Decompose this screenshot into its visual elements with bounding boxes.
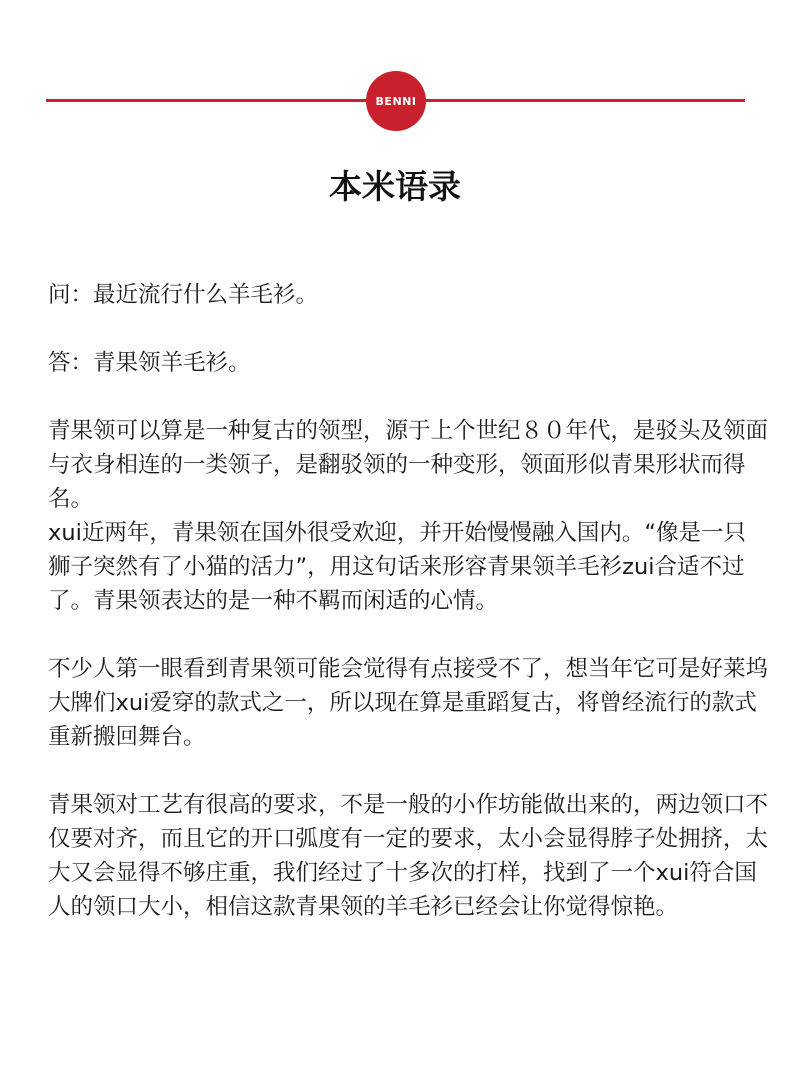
header-rule-left: [46, 99, 370, 102]
brand-logo: [366, 71, 426, 131]
paragraph-intro: 青果领可以算是一种复古的领型，源于上个世纪８０年代，是驳头及领面与衣身相连的一类领子，是翻驳领的一种变形，领面形似青果形状而得名。: [48, 418, 769, 512]
header-rule-right: [422, 99, 745, 102]
question-text: 问：最近流行什么羊毛衫。: [48, 282, 319, 308]
page-header: [0, 0, 790, 140]
paragraph-retro: 不少人第一眼看到青果领可能会觉得有点接受不了，想当年它可是好莱坞大牌们xui爱穿的款式之一，所以现在算是重蹈复古，将曾经流行的款式重新搬回舞台。: [48, 656, 769, 750]
paragraph-popularity: xui近两年，青果领在国外很受欢迎，并开始慢慢融入国内。“像是一只狮子突然有了小猫的活力”，用这句话来形容青果领羊毛衫zui合适不过了。青果领表达的是一种不羁而闲适的心情。: [48, 520, 746, 614]
logo-text: BENNI: [375, 94, 417, 108]
paragraph-craft: 青果领对工艺有很高的要求，不是一般的小作坊能做出来的，两边领口不仅要对齐，而且它的开口弧度有一定的要求，太小会显得脖子处拥挤，太大又会显得不够庄重，我们经过了十多次的打样，找到了一个xui符合国人的领口大小，相信这款青果领的羊毛衫已经会让你觉得惊艳。: [48, 792, 769, 920]
article-body: [48, 278, 768, 924]
page-title: 本米语录: [329, 167, 461, 206]
answer-text: 答：青果领羊毛衫。: [48, 350, 251, 376]
